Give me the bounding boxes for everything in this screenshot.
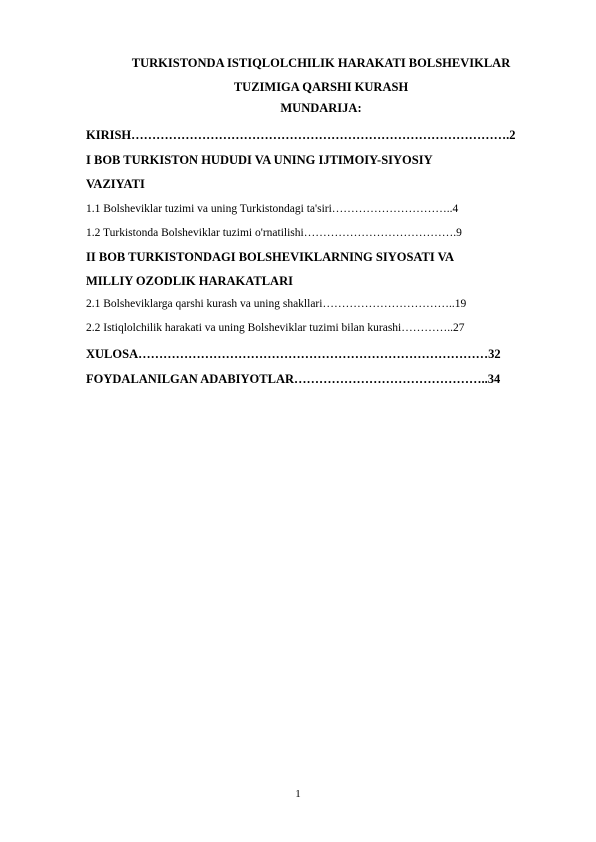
toc-entry-foydalanilgan-adabiyotlar: FOYDALANILGAN ADABIYOTLAR………………………………………..34: [86, 372, 501, 386]
title-line-1: TURKISTONDA ISTIQLOLCHILIK HARAKATI BOLSHEVIKLAR: [131, 56, 511, 70]
title-line-2: TUZIMIGA QARSHI KURASH: [233, 80, 409, 94]
toc-entry-kirish: KIRISH……………………………………………………………………………….2: [86, 128, 516, 142]
toc-section-1-1: 1.1 Bolsheviklar tuzimi va uning Turkistondagi ta'siri…………………………..4: [86, 203, 459, 215]
toc-chapter-2-title-line-1: II BOB TURKISTONDAGI BOLSHEVIKLARNING SIYOSATI VA: [86, 250, 455, 264]
toc-chapter-1-title-line-1: I BOB TURKISTON HUDUDI VA UNING IJTIMOIY-SIYOSIY: [86, 153, 433, 167]
toc-entry-xulosa: XULOSA…………………………………………………………………………32: [86, 347, 501, 361]
toc-chapter-2-title-line-2: MILLIY OZODLIK HARAKATLARI: [86, 274, 293, 288]
toc-section-2-2: 2.2 Istiqlolchilik harakati va uning Bolsheviklar tuzimi bilan kurashi…………..27: [86, 322, 465, 334]
toc-chapter-1-title-line-2: VAZIYATI: [86, 177, 145, 191]
page-number: 1: [295, 788, 301, 800]
contents-heading: MUNDARIJA:: [280, 101, 362, 115]
toc-section-1-2: 1.2 Turkistonda Bolsheviklar tuzimi o'rnatilishi………………………………….9: [86, 227, 462, 239]
toc-section-2-1: 2.1 Bolsheviklarga qarshi kurash va uning shakllari……………………………..19: [86, 298, 467, 310]
